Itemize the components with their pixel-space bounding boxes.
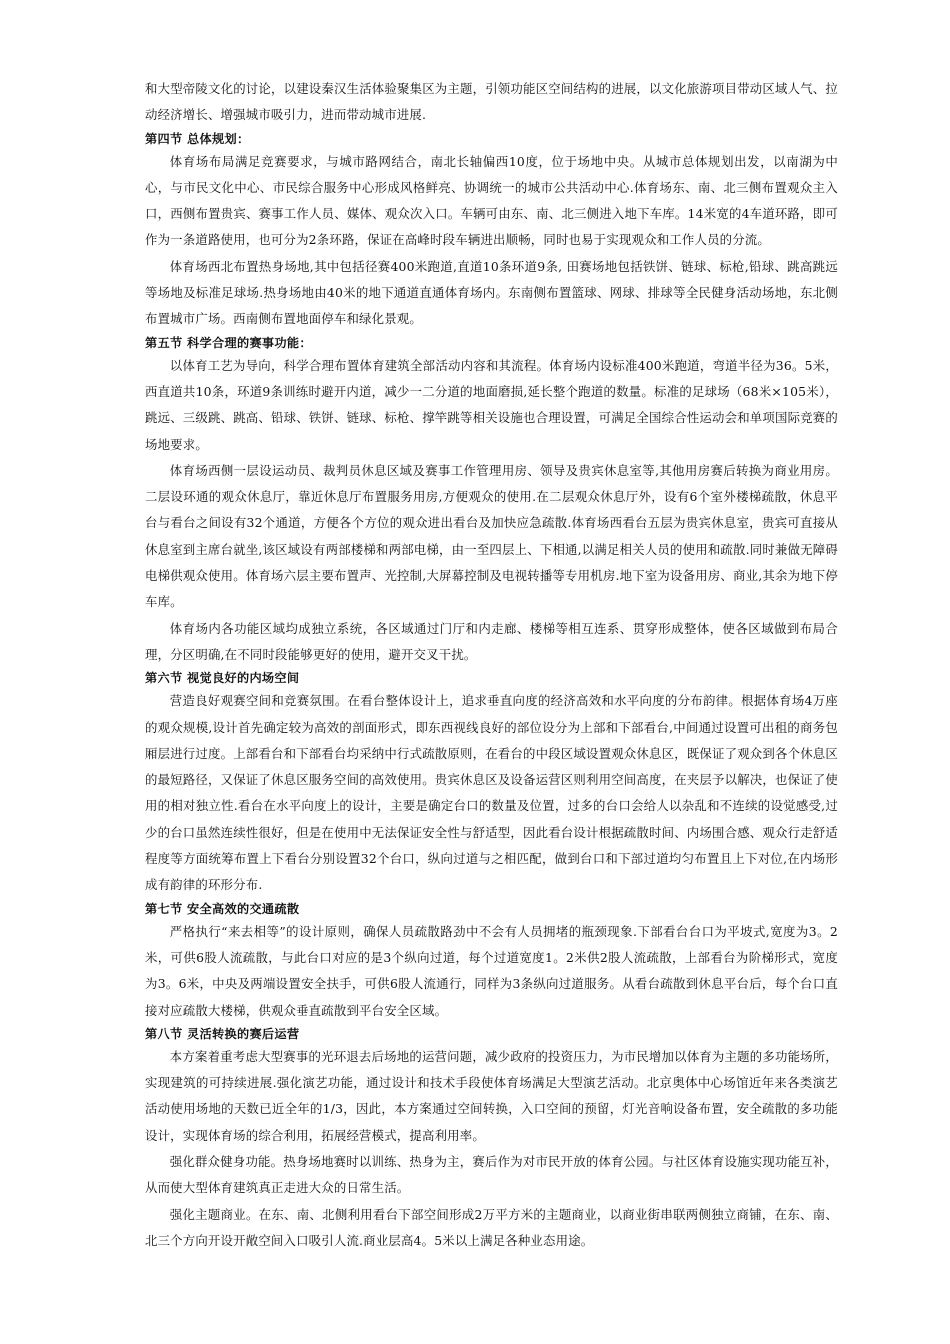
section-8-paragraph-2: 强化群众健身功能。热身场地赛时以训练、热身为主，赛后作为对市民开放的体育公园。与社区体育设施实现功能互补，从而使大型体育建筑真正走进大众的日常生活。 [145, 1153, 838, 1196]
section-8-heading: 第八节 灵活转换的赛后运营 [145, 1026, 300, 1041]
section-7-heading: 第七节 安全高效的交通疏散 [145, 901, 300, 916]
section-8-paragraph-1: 本方案着重考虑大型赛事的光环退去后场地的运营问题，减少政府的投资压力，为市民增加以体育为主题的多功能场所，实现建筑的可持续进展.强化演艺功能，通过设计和技术手段使体育场满足大型演艺活动。北京奥体中心场馆近年来各类演艺活动使用场地的天数已近全年的1/3，因此，本方案通过空间转换，入口空间的预留，灯光音响设备布置，安全疏散的多功能设计，实现体育场的综合利用，拓展经营模式，提高利用率。 [145, 1048, 838, 1143]
section-4-paragraph-2: 体育场西北布置热身场地,其中包括径赛400米跑道,直道10条环道9条, 田赛场地包括铁饼、链球、标枪,铅球、跳高跳远等场地及标准足球场.热身场地由40米的地下通道直通体育场内。东南侧布置篮球、网球、排球等全民健身活动场地，东北侧布置城市广场。西南侧布置地面停车和绿化景观。 [145, 258, 838, 327]
section-4-paragraph-1: 体育场布局满足竞赛要求，与城市路网结合，南北长轴偏西10度，位于场地中央。从城市总体规划出发，以南湖为中心，与市民文化中心、市民综合服务中心形成风格鲜亮、协调统一的城市公共活动中心.体育场东、南、北三侧布置观众主入口，西侧布置贵宾、赛事工作人员、媒体、观众次入口。车辆可由东、南、北三侧进入地下车库。14米宽的4车道环路，即可作为一条道路使用，也可分为2条环路，保证在高峰时段车辆进出顺畅，同时也易于实现观众和工作人员的分流。 [145, 153, 838, 248]
section-6-heading: 第六节 视觉良好的内场空间 [145, 671, 300, 686]
section-5-paragraph-2: 体育场西侧一层设运动员、裁判员休息区域及赛事工作管理用房、领导及贵宾休息室等,其他用房赛后转换为商业用房。二层设环通的观众休息厅，靠近休息厅布置服务用房,方便观众的使用.在二层观众休息厅外，设有6个室外楼梯疏散，休息平台与看台之间设有32个通道，方便各个方位的观众进出看台及加快应急疏散.体育场西看台五层为贵宾休息室，贵宾可直接从休息室到主席台就坐,该区域设有两部楼梯和两部电梯，由一至四层上、下相通,以满足相关人员的使用和疏散.同时兼做无障碍电梯供观众使用。体育场六层主要布置声、光控制,大屏幕控制及电视转播等专用机房.地下室为设备用房、商业,其余为地下停车库。 [145, 462, 838, 610]
section-4-heading: 第四节 总体规划： [145, 131, 250, 146]
section-8-paragraph-3: 强化主题商业。在东、南、北侧利用看台下部空间形成2万平方米的主题商业，以商业街串联两侧独立商铺，在东、南、北三个方向开设开敞空间入口吸引人流.商业层高4。5米以上满足各种业态用途。 [145, 1206, 838, 1248]
section-7-paragraph-1: 严格执行“来去相等”的设计原则，确保人员疏散路劲中不会有人员拥堵的瓶颈现象.下部看台台口为平坡式,宽度为3。2米，可供6股人流疏散，与此台口对应的是3个纵向过道，每个过道宽度1。2米供2股人流疏散，上部看台为阶梯形式，宽度为3。6米，中央及两端设置安全扶手，可供6股人流通行，同样为3条纵向过道服务。从看台疏散到休息平台后，每个台口直接对应疏散大楼梯，供观众垂直疏散到平台安全区域。 [145, 923, 838, 1018]
section-5-heading: 第五节 科学合理的赛事功能： [145, 335, 312, 350]
section-5-paragraph-3: 体育场内各功能区域均成独立系统，各区域通过门厅和内走廊、楼梯等相互连系、贯穿形成整体，使各区域做到布局合理，分区明确,在不同时段能够更好的使用，避开交叉干扰。 [145, 620, 838, 662]
document-page [145, 76, 838, 1254]
intro-paragraph: 和大型帝陵文化的讨论，以建设秦汉生活体验聚集区为主题，引领功能区空间结构的进展，以文化旅游项目带动区域人气、拉动经济增长、增强城市吸引力，进而带动城市进展. [145, 81, 838, 123]
section-5-paragraph-1: 以体育工艺为导向，科学合理布置体育建筑全部活动内容和其流程。体育场内设标准400米跑道，弯道半径为36。5米，西直道共10条，环道9条训练时避开内道，减少一二分道的地面磨损,延长整个跑道的数量。标准的足球场（68米×105米），跳远、三级跳、跳高、铅球、铁饼、链球、标枪、撑竿跳等相关设施也合理设置，可满足全国综合性运动会和单项国际竞赛的场地要求。 [145, 357, 838, 452]
section-6-paragraph-1: 营造良好观赛空间和竞赛氛围。在看台整体设计上，追求垂直向度的经济高效和水平向度的分布韵律。根据体育场4万座的观众规模,设计首先确定较为高效的剖面形式，即东西视线良好的部位设分为上部和下部看台,中间通过设置可出租的商务包厢层进行过度。上部看台和下部看台均采纳中行式疏散原则，在看台的中段区域设置观众休息区，既保证了观众到各个休息区的最短路径，又保证了休息区服务空间的高效使用。贵宾休息区及设备运营区则利用空间高度，在夹层予以解决，也保证了使用的相对独立性.看台在水平向度上的设计，主要是确定台口的数量及位置，过多的台口会给人以杂乱和不连续的设觉感受,过少的台口虽然连续性很好，但是在使用中无法保证安全性与舒适型，因此看台设计根据疏散时间、内场围合感、观众行走舒适程度等方面统筹布置上下看台分别设置32个台口，纵向过道与之相匹配，做到台口和下部过道均匀布置且上下对位,在内场形成有韵律的环形分布. [145, 693, 838, 893]
